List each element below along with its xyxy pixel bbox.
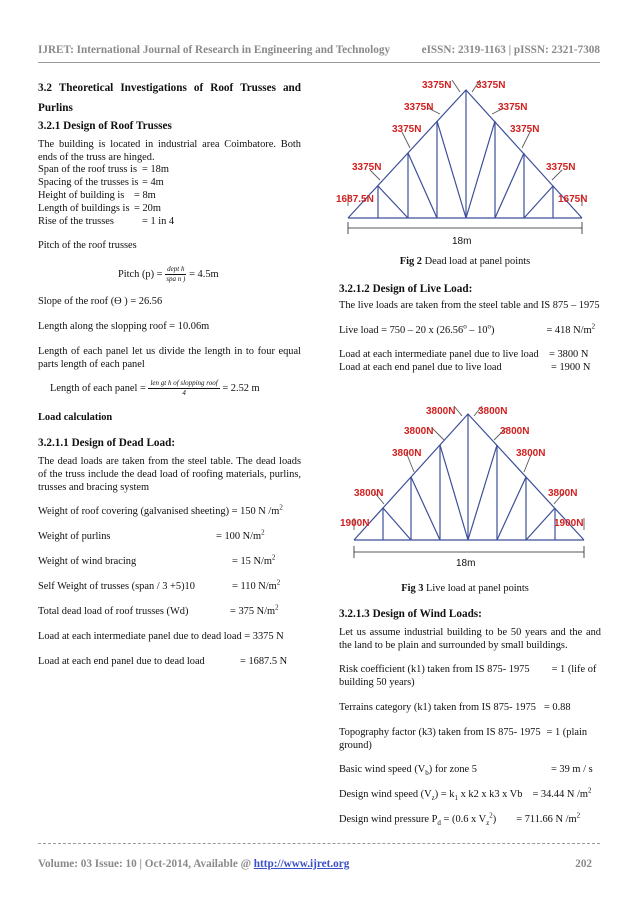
intro-text: The building is located in industrial area Coimbatore. Both ends of the truss are hinged.	[38, 138, 301, 163]
spec-row: Length of buildings is = 20m	[38, 202, 161, 214]
slope-length: Length along the slopping roof = 10.06m	[38, 320, 210, 332]
slope-text: Slope of the roof (Ɵ ) = 26.56	[38, 296, 163, 308]
design-wind-pressure: Design wind pressure $P_d = (0.6$ x $V_z^2) = 711.66$ N $/m^2$	[339, 811, 581, 828]
risk-coefficient: Risk coefficient (k1) taken from IS 875- 1975 = 1 (life of building 50 years)	[339, 664, 597, 689]
panel-fraction: $\frac{\text{len gt h of slopping roof}}{4}$	[150, 379, 218, 398]
left-column	[38, 78, 301, 681]
journal-link[interactable]: http://www.ijret.org	[253, 858, 350, 870]
spec-row: Spacing of the trusses is = 4m	[38, 177, 164, 189]
fig2-load-label: 1675N	[558, 194, 588, 205]
live-intermediate: Load at each intermediate panel due to live load = 3800 N	[339, 349, 589, 361]
footer-rule	[38, 843, 600, 844]
fig3-span-label: 18m	[456, 558, 476, 569]
fig2-span-label: 18m	[452, 236, 472, 247]
design-wind-speed: Design wind speed $(V_z) = k_1$ x k2 x k3 x Vb = 34.44 N $/m^2$	[339, 786, 592, 803]
load-row: Weight of roof covering (galvanised sheeting) = 150 N $/m^2$	[38, 503, 283, 518]
issn: eISSN: 2319-1163 | pISSN: 2321-7308	[421, 44, 600, 56]
fig3-load-label: 3800N	[478, 406, 508, 417]
fig3-load-label: 3800N	[392, 448, 422, 459]
fig2-caption: Fig 2 Dead load at panel points	[399, 256, 531, 267]
load-row: Total dead load of roof trusses (Wd) = 375 $N/m^2$	[38, 603, 279, 618]
spec-row: Rise of the trusses = 1 in 4	[38, 215, 175, 227]
panel-text: Length of each panel let us divide the length in to four equal parts length of each panel	[38, 345, 301, 370]
dead-load-text: The dead loads are taken from the steel table. The dead loads of the truss include the dead load of roofing materials, purlins, trusses and bracing system	[38, 455, 301, 493]
spec-list	[38, 164, 301, 228]
fig3-load-label: 1900N	[554, 518, 584, 529]
fig3-truss-diagram	[340, 400, 590, 570]
topography-factor: Topography factor (k3) taken from IS 875- 1975 = 1 (plain ground)	[339, 726, 588, 751]
fig2-rafters	[348, 90, 582, 218]
live-end: Load at each end panel due to live load = 1900 N	[339, 362, 591, 374]
pitch-equation: Pitch (p) = $\frac{\text{dept h}}{\text{spa n )}}$ = 4.5m	[118, 265, 219, 284]
fig3-caption: Fig 3 Live load at panel points	[401, 583, 529, 594]
header-rule	[38, 62, 600, 63]
load-list	[38, 503, 301, 681]
load-row: Self Weight of trusses (span / 3 +5)10 = 110 $N/m^2$	[38, 578, 281, 593]
page-number: 202	[575, 858, 592, 870]
fig3-load-label: 3800N	[548, 488, 578, 499]
fig2-load-label: 3375N	[422, 80, 452, 91]
right-column-live	[339, 283, 601, 375]
pitch-label: Pitch of the roof trusses	[38, 240, 137, 252]
fig2-truss-diagram	[336, 78, 590, 253]
section-heading: 3.2 Theoretical Investigations of Roof Trusses and Purlins	[38, 82, 301, 114]
fig3-rafters	[354, 414, 584, 540]
load-row: Load at each intermediate panel due to dead load = 3375 N	[38, 631, 284, 643]
load-calc-heading: Load calculation	[38, 412, 113, 424]
right-column-wind	[339, 608, 601, 827]
load-row: Weight of purlins = 100 $N/m^2$	[38, 528, 265, 543]
fig3-load-label: 3800N	[516, 448, 546, 459]
dead-load-heading: 3.2.1.1 Design of Dead Load:	[38, 437, 176, 450]
fig3-load-label: 3800N	[354, 488, 384, 499]
fig2-load-label: 3375N	[392, 124, 422, 135]
fig2-load-label: 1687.5N	[336, 194, 374, 205]
load-row: Weight of wind bracing = 15 $N/m^2$	[38, 553, 276, 568]
fig2-load-label: 3375N	[352, 162, 382, 173]
panel-equation: Length of each panel = $\frac{\text{len gt h of slopping roof}}{4}$ = 2.52 m	[50, 379, 260, 398]
running-header	[38, 44, 600, 56]
terrain-category: Terrains category (k1) taken from IS 875- 1975 = 0.88	[339, 701, 571, 713]
load-row: Load at each end panel due to dead load = 1687.5 N	[38, 656, 288, 668]
subsection-heading: 3.2.1 Design of Roof Trusses	[38, 120, 172, 132]
running-footer: Volume: 03 Issue: 10 | Oct-2014, Available @ http://www.ijret.org 202	[38, 858, 592, 870]
fig2-load-label: 3375N	[498, 102, 528, 113]
spec-row: Span of the roof truss is = 18m	[38, 164, 169, 176]
journal-name: IJRET: International Journal of Research in Engineering and Technology	[38, 44, 391, 56]
pitch-fraction: $\frac{\text{dept h}}{\text{spa n )}}$	[166, 265, 186, 284]
fig3-load-label: 1900N	[340, 518, 370, 529]
fig2-load-label: 3375N	[476, 80, 506, 91]
fig3-load-label: 3800N	[426, 406, 456, 417]
fig2-load-label: 3375N	[546, 162, 576, 173]
basic-wind-speed: Basic wind speed $(V_b)$ for zone 5 = 39 m / s	[339, 764, 593, 778]
fig3-load-label: 3800N	[500, 426, 530, 437]
fig2-load-label: 3375N	[510, 124, 540, 135]
wind-load-text: Let us assume industrial building to be 50 years and the and the land to be plain and surrounded by small buildings.	[339, 626, 601, 651]
live-load-equation: Live load = 750 – 20 x $(26.56^o - 10^o) = 418$ $N/m^2$	[339, 322, 596, 336]
fig3-load-label: 3800N	[404, 426, 434, 437]
live-load-heading: 3.2.1.2 Design of Live Load:	[339, 283, 473, 295]
wind-load-heading: 3.2.1.3 Design of Wind Loads:	[339, 608, 482, 620]
spec-row: Height of building is = 8m	[38, 189, 156, 201]
live-load-text: The live loads are taken from the steel table and IS 875 – 1975	[339, 299, 600, 311]
fig2-load-label: 3375N	[404, 102, 434, 113]
